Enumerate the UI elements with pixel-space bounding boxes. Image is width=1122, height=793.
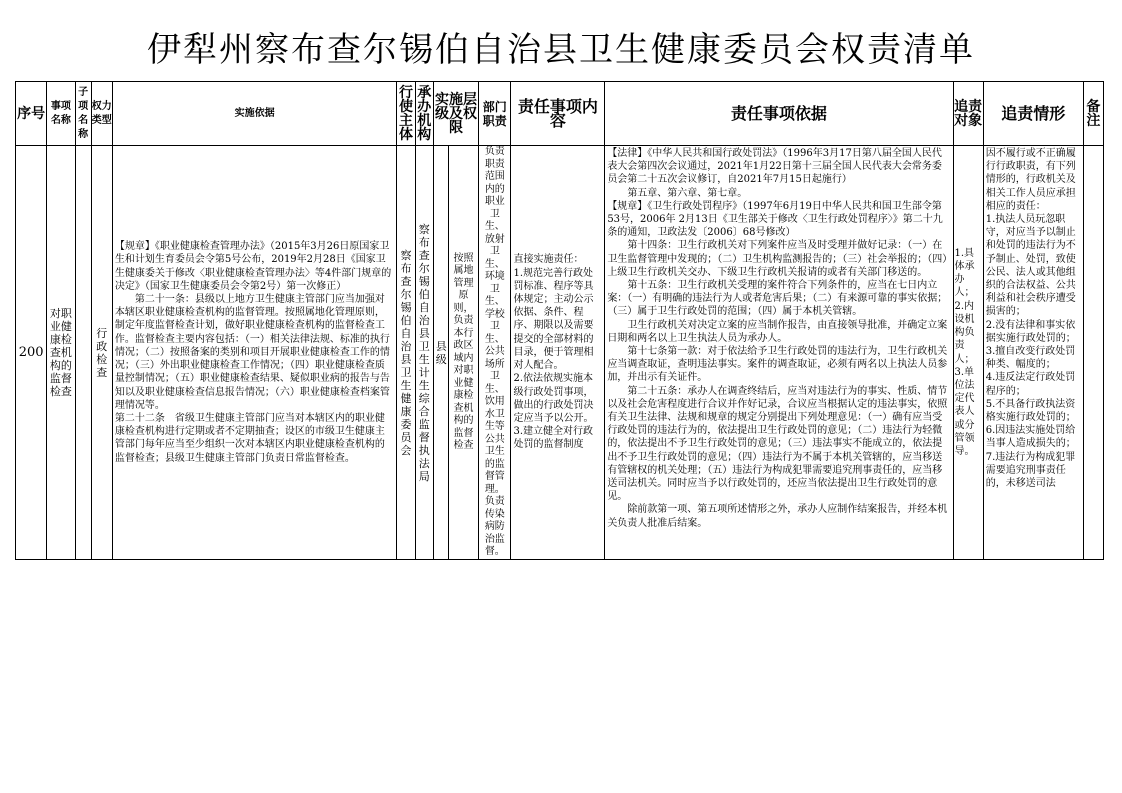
basis-paragraph: 【规章】《职业健康检查管理办法》（2015年3月26日原国家卫生和计划生育委员会令第5号公布，2019年2月28日《国家卫生健康委关于修改〈职业健康检查管理办法〉等4件部门规章的决定》（国家卫生健康委员会令第2号）第一次修正） (114, 241, 392, 292)
resp-content-line: 直接实施责任： (513, 254, 584, 266)
page-title: 伊犁州察布查尔锡伯自治县卫生健康委员会权责清单 (147, 30, 975, 70)
situation-line: 6.因违法实施处罚给当事人造成损失的； (985, 425, 1076, 450)
situation-line: 5.不具备行政执法资格实施行政处罚的； (985, 398, 1076, 424)
header-row (16, 82, 1104, 146)
header-basis: 实施依据 (112, 82, 397, 146)
cell-seq: 200 (16, 146, 47, 560)
header-power-type: 权力类型 (91, 82, 112, 146)
cell-level-desc: 按照属地管理原则，负责本行政区域内对职业健康检查机构的监督检查 (448, 146, 478, 560)
header-situation: 追责情形 (983, 82, 1083, 146)
situation-line: 2.没有法律和事实依据实施行政处罚的； (985, 319, 1076, 344)
situation-line: 1.执法人员玩忽职守，对应当予以制止和处罚的违法行为不予制止、处罚，致使公民、法人或其他组织的合法权益、公共利益和社会秩序遭受损害的； (985, 214, 1076, 318)
resp-basis-paragraph: 第十四条：卫生行政机关对下列案件应当及时受理并做好记录：（一）在卫生监督管理中发现的；（二）卫生机构监测报告的；（三）社会举报的；（四）上级卫生行政机关交办、下级卫生行政机关报请的或者有关部门移送的。 (607, 240, 948, 278)
cell-resp-content (511, 146, 605, 560)
cell-subject: 察布查尔锡伯自治县卫生健康委员会 (397, 146, 415, 560)
resp-basis-paragraph: 除前款第一项、第五项所述情形之外，承办人应制作结案报告，并经本机关负责人批准后结案。 (607, 504, 948, 529)
cell-sub-item (75, 146, 91, 560)
header-sub-item: 子项名称 (75, 82, 91, 146)
cell-undertaker: 察布查尔锡伯自治县卫生计生综合监督执法局 (415, 146, 433, 560)
resp-basis-paragraph: 第十七条第一款：对于依法给予卫生行政处罚的违法行为，卫生行政机关应当调查取证，查明违法事实。案件的调查取证，必须有两名以上执法人员参加，并出示有关证件。 (607, 346, 948, 384)
situation-line: 7.违法行为构成犯罪需要追究刑事责任的，未移送司法 (985, 451, 1076, 490)
situation-line: 3.擅自改变行政处罚种类、幅度的； (985, 346, 1076, 371)
cell-remark (1083, 146, 1103, 560)
header-undertaker: 承办机构 (415, 82, 433, 146)
header-seq: 序号 (16, 82, 47, 146)
table-row (16, 146, 1104, 560)
header-remark: 备注 (1083, 82, 1103, 146)
cell-duty: 负责职责范围内的职业卫生、放射卫生、环境卫生、学校卫生、公共场所卫生、饮用水卫生等公共卫生的监督管理。负责传染病防治监督。 (479, 146, 511, 560)
resp-basis-paragraph: 卫生行政机关对决定立案的应当制作报告，由直接领导批准，并确定立案日期和两名以上卫生执法人员为承办人。 (607, 319, 948, 344)
header-resp-content: 责任事项内容 (511, 82, 605, 146)
resp-basis-paragraph: 【规章】《卫生行政处罚程序》（1997年6月19日中华人民共和国卫生部令第53号，2006年 2月13日《卫生部关于修改〈卫生行政处罚程序〉》第二十九条的通知，卫政法发〔2006〕68号修改） (607, 200, 943, 239)
resp-content-line: 3.建立健全对行政处罚的监督制度 (513, 426, 593, 451)
basis-paragraph: 第二十一条：县级以上地方卫生健康主管部门应当加强对本辖区职业健康检查机构的监督管理。按照属地化管理原则，制定年度监督检查计划，做好职业健康检查机构的监督检查工作。监督检查主要内容包括：（一）相关法律法规、标准的执行情况；（二）按照备案的类别和项目开展职业健康检查工作的情况；（三）外出职业健康检查工作情况；（四）职业健康检查质量控制情况；（五）职业健康检查结果、疑似职业病的报告与告知以及职业健康检查信息报告情况；（六）职业健康检查档案管理情况等。 (114, 294, 390, 411)
resp-basis-paragraph: 【法律】《中华人民共和国行政处罚法》（1996年3月17日第八届全国人民代表大会第四次会议通过，2021年1月22日第十三届全国人民代表大会常务委员会第二十五次会议修订，自2021年7月15日起施行） (607, 148, 942, 186)
cell-situation (983, 146, 1083, 560)
resp-basis-paragraph: 第二十五条：承办人在调查终结后，应当对违法行为的事实、性质、情节以及社会危害程度进行合议并作好记录，合议应当根据认定的违法事实，依照有关卫生法律、法规和规章的规定分别提出下列处理意见：（一）确有应当受行政处罚的违法行为的，依法提出卫生行政处罚的意见；（二）违法行为轻微的，依法提出不予卫生行政处罚的意见；（三）违法事实不能成立的，依法提出不予卫生行政处罚的意见；（四）违法行为不属于本机关管辖的，应当移送有管辖权的机关处理；（五）违法行为构成犯罪需要追究刑事责任的，应当移送司法机关。同时应当予以行政处罚的，还应当依法提出卫生行政处罚的意见。 (607, 385, 948, 503)
header-item-name: 事项名称 (47, 82, 75, 146)
cell-target: 1.具体承办人；2.内设机构负责人；3.单位法定代表人或分管领导。 (953, 146, 983, 560)
basis-paragraph: 第二十二条 省级卫生健康主管部门应当对本辖区内的职业健康检查机构进行定期或者不定期抽查；设区的市级卫生健康主管部门每年应当至少组织一次对本辖区内职业健康检查机构的监督检查；县级卫生健康主管部门负责日常监督检查。 (114, 412, 385, 464)
resp-basis-paragraph: 第五章、第六章、第七章。 (627, 187, 748, 199)
cell-level: 县级 (433, 146, 448, 560)
responsibility-table (15, 81, 1104, 560)
resp-content-line: 1.规范完善行政处罚标准、程序等具体规定；主动公示依据、条件、程序、期限以及需要提交的全部材料的目录，便于管理相对人配合。 (513, 267, 594, 372)
header-duty: 部门职责 (479, 82, 511, 146)
header-target: 追责对象 (953, 82, 983, 146)
cell-basis (112, 146, 397, 560)
header-level: 实施层级及权限 (433, 82, 478, 146)
header-subject: 行使主体 (397, 82, 415, 146)
header-resp-basis: 责任事项依据 (605, 82, 953, 146)
resp-basis-paragraph: 第十五条：卫生行政机关受理的案件符合下列条件的，应当在七日内立案：（一）有明确的违法行为人或者危害后果；（二）有来源可靠的事实依据；（三）属于卫生行政处罚的范围；（四）属于本机关管辖。 (607, 280, 948, 318)
cell-power-type: 行政检查 (91, 146, 112, 560)
situation-line: 4.违反法定行政处罚程序的； (985, 372, 1076, 397)
resp-content-line: 2.依法依规实施本级行政处罚事项，做出的行政处罚决定应当予以公开。 (513, 373, 594, 424)
cell-item-name: 对职业健康检查机构的监督检查 (47, 146, 75, 560)
cell-resp-basis (605, 146, 953, 560)
situation-line: 因不履行或不正确履行行政职责，有下列情形的，行政机关及相关工作人员应承担相应的责任： (985, 148, 1076, 212)
